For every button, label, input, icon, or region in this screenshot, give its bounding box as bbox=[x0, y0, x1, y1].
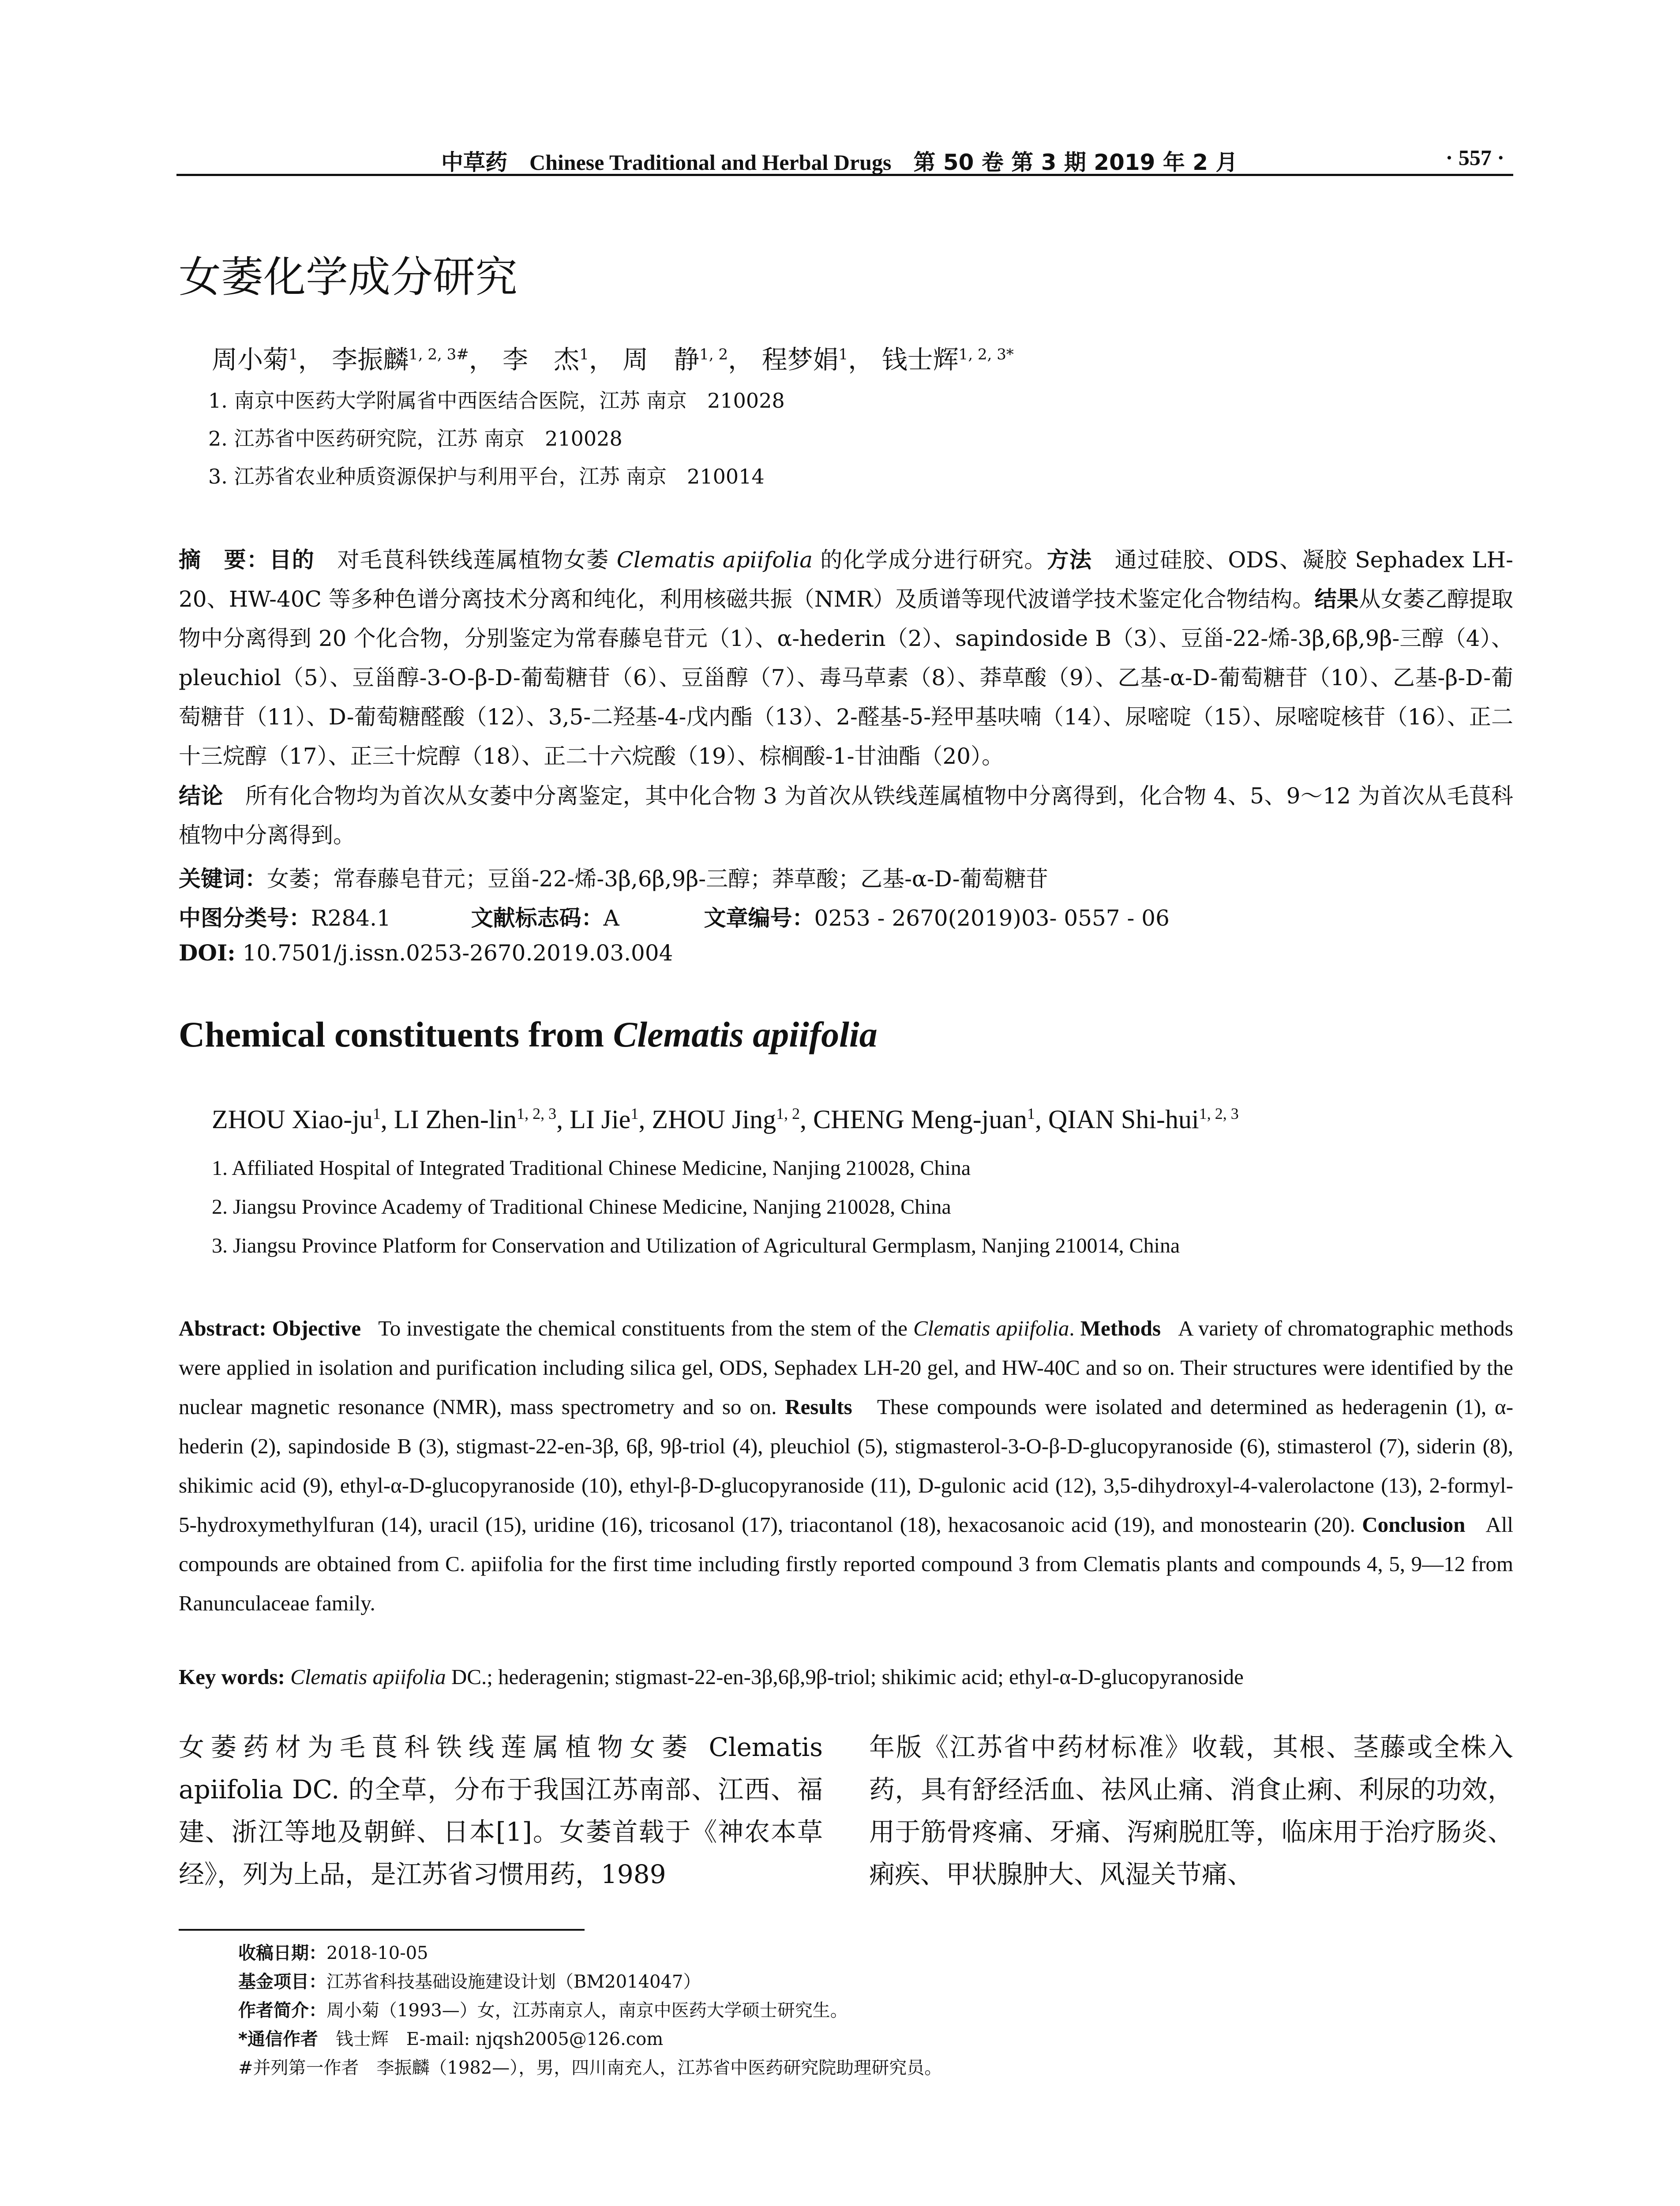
author-en: LI Jie bbox=[570, 1105, 631, 1134]
keywords-cn bbox=[179, 861, 1048, 893]
affiliation-en-3: 3. Jiangsu Province Platform for Conservation and Utilization of Agricultural Germplasm, Nanjing 210014, China bbox=[212, 1234, 1180, 1257]
author-aff: 1 bbox=[289, 345, 298, 364]
running-header bbox=[176, 140, 1513, 174]
doc-code-label: 文献标志码： bbox=[471, 905, 604, 931]
body-column-left: 女萎药材为毛茛科铁线莲属植物女萎 Clematis apiifolia DC. 的全草，分布于我国江苏南部、江西、福建、浙江等地及朝鲜、日本[1]。女萎首载于《神农本草经》，列为上品，是江苏省习惯用药，1989 bbox=[179, 1732, 823, 1889]
journal-issue: 第 50 卷 第 3 期 2019 年 2 月 bbox=[913, 150, 1238, 175]
conclusion-en-text: All compounds are obtained from C. apiifolia for the first time including firstly reported compound 3 from Clematis plants and compounds 4, 5, 9—12 from Ranunculaceae family. bbox=[179, 1512, 1514, 1615]
author-aff: 1, 2 bbox=[699, 345, 728, 364]
footnote-cofirst: #并列第一作者 李振麟（1982—），男，四川南充人，江苏省中医药研究院助理研究员。 bbox=[238, 2058, 942, 2078]
species-name: Clematis apiifolia bbox=[616, 547, 813, 573]
footnote-label: 基金项目： bbox=[238, 1972, 326, 1992]
methods-label: 方法 bbox=[1046, 547, 1092, 573]
body-column-right: 年版《江苏省中药材标准》收载，其根、茎藤或全株入药，具有舒经活血、祛风止痛、消食止痢、利尿的功效，用于筋骨疼痛、牙痛、泻痢脱肛等，临床用于治疗肠炎、痢疾、甲状腺肿大、风湿关节痛、 bbox=[869, 1732, 1513, 1889]
keywords-en-label: Key words: bbox=[179, 1665, 285, 1689]
affiliation-en-1: 1. Affiliated Hospital of Integrated Traditional Chinese Medicine, Nanjing 210028, China bbox=[212, 1156, 971, 1180]
title-en bbox=[179, 1014, 878, 1055]
abstract-en-label: Abstract: bbox=[179, 1316, 266, 1340]
affiliation-cn-2: 2. 江苏省中医药研究院，江苏 南京 210028 bbox=[208, 427, 622, 450]
results-en-text: These compounds were isolated and determined as hederagenin (1), α-hederin (2), sapindoside B (3), stigmast-22-en-3β, 6β, 9β-triol (4), pleuchiol (5), stigmasterol-3-O-β-D-glucopyranoside (6), stimasterol (7), siderin (8), shikimic acid (9), ethyl-α-D-glucopyranoside (10), ethyl-β-D-glucopyranoside (11), D-gulonic acid (12), 3,5-dihydroxyl-4-valerolactone (13), 2-formyl-5-hydroxymethylfuran (14), uracil (15), uridine (16), tricosanol (17), triacontanol (18), hexacosanoic acid (19), and monostearin (20). bbox=[179, 1395, 1514, 1537]
author-en: QIAN Shi-hui bbox=[1048, 1105, 1199, 1134]
methods-en-label: Methods bbox=[1080, 1316, 1161, 1340]
footnote-corresponding bbox=[238, 2025, 663, 2050]
footnote-label: 收稿日期： bbox=[238, 1943, 326, 1963]
author-aff: 1, 2 bbox=[776, 1105, 800, 1122]
footnote-text: 2018-10-05 bbox=[326, 1943, 428, 1963]
author-cn: 钱士辉 bbox=[881, 345, 959, 375]
objective-label: 目的 bbox=[269, 547, 315, 573]
abstract-label: 摘 要： bbox=[179, 547, 270, 573]
author-en: ZHOU Xiao-ju bbox=[212, 1105, 373, 1134]
header-rule bbox=[176, 174, 1513, 176]
footnote-author-bio bbox=[238, 1996, 848, 2022]
species-en: Clematis apiifolia bbox=[913, 1316, 1069, 1340]
footnote-text: 钱士辉 E-mail: njqsh2005@126.com bbox=[318, 2029, 664, 2049]
footnote-label: *通信作者 bbox=[238, 2029, 318, 2049]
author-cn: 程梦娟 bbox=[761, 345, 839, 375]
objective-en-label: Objective bbox=[272, 1316, 361, 1340]
author-aff: 1 bbox=[1027, 1105, 1035, 1122]
article-no-value: 0253 - 2670(2019)03- 0557 - 06 bbox=[814, 905, 1170, 931]
author-cn: 周 静 bbox=[622, 345, 700, 375]
author-en: CHENG Meng-juan bbox=[813, 1105, 1028, 1134]
affiliation-cn-3: 3. 江苏省农业种质资源保护与利用平台，江苏 南京 210014 bbox=[208, 465, 765, 488]
page-number: · 557 · bbox=[1445, 145, 1504, 170]
objective-en-text: To investigate the chemical constituents from the stem of the bbox=[378, 1316, 914, 1340]
author-aff: 1, 2, 3 bbox=[517, 1105, 557, 1122]
author-en: ZHOU Jing bbox=[652, 1105, 776, 1134]
conclusion-cn bbox=[179, 777, 1513, 855]
title-en-main: Chemical constituents from bbox=[179, 1014, 613, 1054]
author-en: LI Zhen-lin bbox=[394, 1105, 517, 1134]
author-aff: 1, 2, 3# bbox=[409, 345, 469, 364]
objective-end: 的化学成分进行研究。 bbox=[813, 547, 1047, 573]
title-cn: 女萎化学成分研究 bbox=[179, 252, 518, 302]
keywords-en bbox=[179, 1664, 1244, 1689]
conclusion-label: 结论 bbox=[179, 783, 223, 809]
results-label: 结果 bbox=[1314, 586, 1359, 612]
author-aff: 1 bbox=[372, 1105, 381, 1122]
authors-cn: 周小菊$^1$， 李振麟$^{1, 2, 3\#}$， 李 杰$^1$， 周 静$^{1, 2}$， 程梦娟$^1$， 钱士辉$^{1, 2, 3*}$ bbox=[212, 345, 1014, 375]
affiliation-cn-1: 1. 南京中医药大学附属省中西医结合医院，江苏 南京 210028 bbox=[208, 389, 785, 413]
abstract-cn bbox=[179, 540, 1513, 776]
clc-value: R284.1 bbox=[311, 905, 391, 931]
authors-en: ZHOU Xiao-$ju^1$, LI Zhen-lin$^{1, 2, 3}$, LI Jie$^1$, ZHOU Jing$^{1, 2}$, CHENG Meng-juan$^1$, QIAN Shi-hui$^{1, 2, 3}$ bbox=[212, 1105, 1239, 1134]
conclusion-text: 所有化合物均为首次从女萎中分离鉴定，其中化合物 3 为首次从铁线莲属植物中分离得到，化合物 4、5、9～12 为首次从毛茛科植物中分离得到。 bbox=[179, 783, 1514, 848]
article-no-label: 文章编号： bbox=[704, 905, 814, 931]
footnote-received bbox=[238, 1939, 428, 1964]
footnote-text: 周小菊（1993—）女，江苏南京人，南京中医药大学硕士研究生。 bbox=[326, 2000, 848, 2021]
clc-label: 中图分类号： bbox=[179, 905, 311, 931]
doi-line bbox=[179, 940, 673, 966]
footnote-label: 作者简介： bbox=[238, 2000, 326, 2021]
keywords-en-species: Clematis apiifolia bbox=[290, 1665, 446, 1689]
author-cn: 李振麟 bbox=[332, 345, 409, 375]
classification-line bbox=[179, 900, 1170, 932]
journal-info bbox=[441, 145, 1238, 176]
doc-code-value: A bbox=[603, 905, 619, 931]
author-aff: 1 bbox=[630, 1105, 639, 1122]
footnote-fund bbox=[238, 1968, 701, 1993]
author-aff: 1 bbox=[579, 345, 589, 364]
footnote-rule bbox=[179, 1929, 585, 1931]
methods-en-text: A variety of chromatographic methods were applied in isolation and purification including silica gel, ODS, Sephadex LH-20 gel, and HW-40C and so on. Their structures were identified by the nuclear magnetic resonance (NMR), mass spectrometry and so on. bbox=[179, 1316, 1513, 1419]
abstract-en: Abstract: Objective To investigate the chemical constituents from the stem of the Clematis apiifolia. Methods A variety of chromatographic methods were applied in isolation and purification including silica gel, ODS, Sephadex LH-20 gel, and HW-40C and so on. Their structures were identified by the nuclear magnetic resonance (NMR), mass spectrometry and so on. Results These compounds were isolated and determined as hederagenin (1), α-hederin (2), sapindoside B (3), stigmast-22-en-3β, 6β, 9β-triol (4), pleuchiol (5), stigmasterol-3-O-β-D-glucopyranoside (6), stimasterol (7), siderin (8), shikimic acid (9), ethyl-α-D-glucopyranoside (10), ethyl-β-D-glucopyranoside (11), D-gulonic acid (12), 3,5-dihydroxyl-4-valerolactone (13), 2-formyl-5-hydroxymethylfuran (14), uracil (15), uridine (16), tricosanol (17), triacontanol (18), hexacosanoic acid (19), and monostearin (20). Conclusion All compounds are obtained from C. apiifolia for the first time including firstly reported compound 3 from Clematis plants and compounds 4, 5, 9—12 from Ranunculaceae family. bbox=[179, 1316, 1514, 1615]
keywords-text: 女萎；常春藤皂苷元；豆甾-22-烯-3β,6β,9β-三醇；莽草酸；乙基-α-D-葡萄糖苷 bbox=[267, 866, 1048, 892]
affiliation-en-2: 2. Jiangsu Province Academy of Traditional Chinese Medicine, Nanjing 210028, China bbox=[212, 1195, 951, 1219]
author-cn: 李 杰 bbox=[502, 345, 580, 375]
conclusion-en-label: Conclusion bbox=[1362, 1512, 1466, 1537]
footnote-text: 江苏省科技基础设施建设计划（BM2014047） bbox=[326, 1972, 701, 1992]
author-cn: 周小菊 bbox=[212, 345, 289, 375]
journal-name-en: Chinese Traditional and Herbal Drugs bbox=[529, 150, 892, 175]
doi-label: DOI: bbox=[179, 940, 236, 966]
doi-value[interactable]: 10.7501/j.issn.0253-2670.2019.03.004 bbox=[242, 940, 673, 966]
results-text: 从女萎乙醇提取物中分离得到 20 个化合物，分别鉴定为常春藤皂苷元（1）、α-hederin（2）、sapindoside B（3）、豆甾-22-烯-3β,6β,9β-三醇（4）、pleuchiol（5）、豆甾醇-3-O-β-D-葡萄糖苷（6）、豆甾醇（7）、毒马草素（8）、莽草酸（9）、乙基-α-D-葡萄糖苷（10）、乙基-β-D-葡萄糖苷（11）、D-葡萄糖醛酸（12）、3,5-二羟基-4-戊内酯（13）、2-醛基-5-羟甲基呋喃（14）、尿嘧啶（15）、尿嘧啶核苷（16）、正二十三烷醇（17）、正三十烷醇（18）、正二十六烷酸（19）、棕榈酸-1-甘油酯（20）。 bbox=[179, 586, 1514, 769]
keywords-en-text: DC.; hederagenin; stigmast-22-en-3β,6β,9β-triol; shikimic acid; ethyl-α-D-glucopyranoside bbox=[446, 1665, 1244, 1689]
objective-text: 对毛茛科铁线莲属植物女萎 bbox=[315, 547, 617, 573]
methods-text: 通过硅胶、ODS、凝胶 Sephadex LH-20、HW-40C 等多种色谱分离技术分离和纯化，利用核磁共振（NMR）及质谱等现代波谱学技术鉴定化合物结构。 bbox=[179, 547, 1513, 612]
author-aff: 1, 2, 3* bbox=[958, 345, 1014, 364]
journal-name-cn: 中草药 bbox=[441, 150, 507, 175]
results-en-label: Results bbox=[785, 1395, 852, 1419]
keywords-label: 关键词： bbox=[179, 866, 267, 892]
title-en-species: Clematis apiifolia bbox=[613, 1014, 878, 1054]
author-aff: 1, 2, 3 bbox=[1199, 1105, 1239, 1122]
author-aff: 1 bbox=[838, 345, 848, 364]
